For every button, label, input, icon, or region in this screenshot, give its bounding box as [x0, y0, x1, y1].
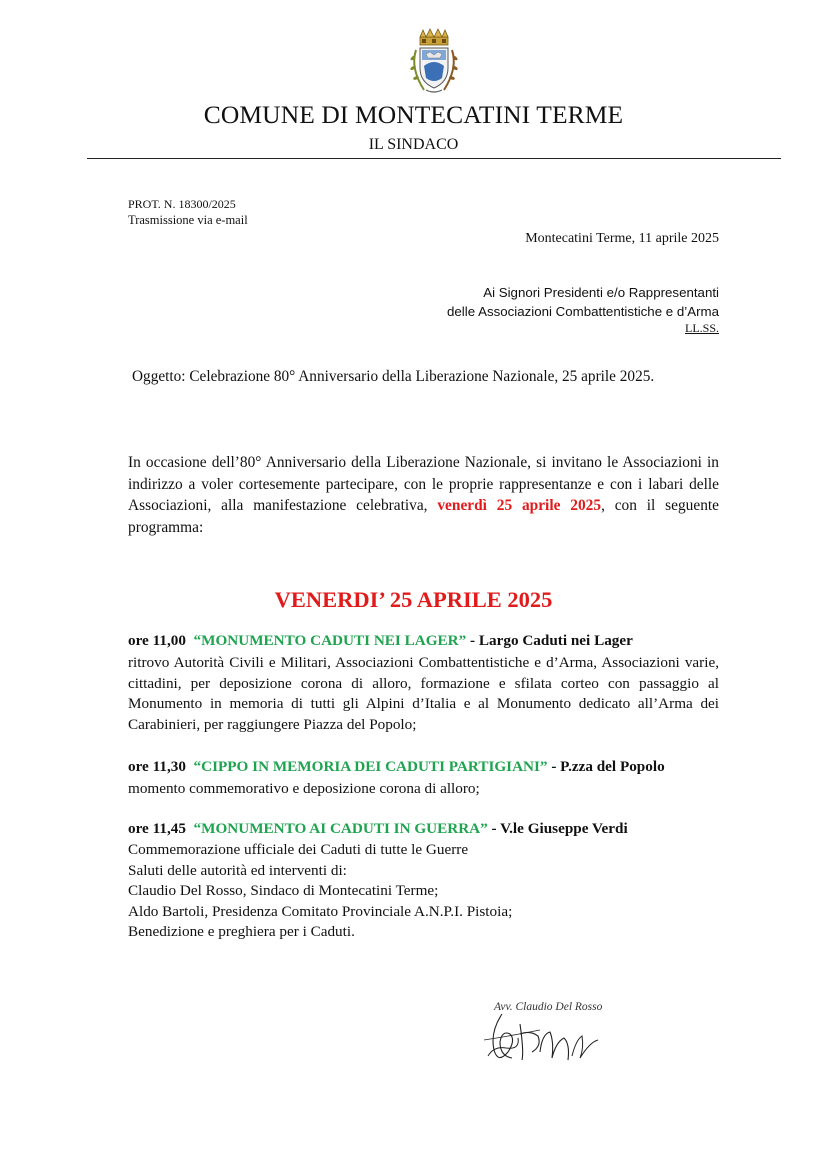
subject-line: Oggetto: Celebrazione 80° Anniversario della Liberazione Nazionale, 25 aprile 2025.: [132, 368, 655, 385]
recipient-line-1: Ai Signori Presidenti e/o Rappresentanti: [483, 285, 719, 300]
event-location: - P.zza del Popolo: [547, 758, 665, 775]
event-line: Saluti delle autorità ed interventi di:: [128, 861, 347, 879]
event-header: [128, 820, 628, 838]
office-subtitle: IL SINDACO: [368, 136, 459, 153]
municipal-crest-icon: [404, 28, 464, 96]
recipient-line-2: delle Associazioni Combattentistiche e d’Arma: [447, 304, 719, 319]
recipient-abbreviation: LL.SS.: [684, 321, 719, 335]
intro-text: In occasione dell’80° Anniversario della Liberazione Nazionale, si invitano le Associazioni in indirizzo a voler cortesemente partecipare, con le proprie rappresentanze e con i labari delle Associazioni, alla manifestazione celebrativa,: [128, 454, 719, 514]
event-time: ore 11,45: [128, 820, 186, 837]
event-location: - V.le Giuseppe Verdi: [487, 820, 628, 837]
date-highlight: venerdì 25 aprile 2025: [437, 497, 602, 514]
event-header: [128, 632, 633, 650]
intro-paragraph: [128, 452, 719, 538]
municipality-title: COMUNE DI MONTECATINI TERME: [203, 100, 624, 129]
header-divider: [87, 158, 781, 159]
event-monument: “CIPPO IN MEMORIA DEI CADUTI PARTIGIANI”: [193, 758, 548, 775]
place-date: Montecatini Terme, 11 aprile 2025: [525, 231, 719, 246]
handwritten-signature: [480, 1012, 610, 1067]
transmission-note: Trasmissione via e-mail: [128, 213, 248, 227]
event-line: Commemorazione ufficiale dei Caduti di tutte le Guerre: [128, 841, 469, 858]
event-description: ritrovo Autorità Civili e Militari, Associazioni Combattentistiche e d’Arma, Associazioni varie, cittadini, per deposizione corona di alloro, formazione e sfilata corteo con passaggio al Monumento in memoria di tutti gli Alpini d’Italia e al Monumento dedicato all’Arma dei Carabinieri, per raggiungere Piazza del Popolo;: [128, 654, 719, 733]
signer-name: Avv. Claudio Del Rosso: [494, 1001, 603, 1013]
event-time: ore 11,30: [128, 758, 186, 775]
event-line: Aldo Bartoli, Presidenza Comitato Provinciale A.N.P.I. Pistoia;: [128, 902, 513, 920]
protocol-number: PROT. N. 18300/2025: [128, 197, 236, 211]
intro-tail: , con il seguente programma:: [128, 497, 719, 536]
event-monument: “MONUMENTO CADUTI NEI LAGER”: [193, 632, 467, 649]
event-line: Benedizione e preghiera per i Caduti.: [128, 923, 355, 940]
event-header: [128, 758, 665, 776]
event-description: [128, 840, 719, 943]
event-monument: “MONUMENTO AI CADUTI IN GUERRA”: [193, 820, 488, 837]
program-heading: VENERDI’ 25 APRILE 2025: [274, 587, 553, 612]
event-description: momento commemorativo e deposizione corona di alloro;: [128, 780, 480, 797]
event-location: - Largo Caduti nei Lager: [466, 632, 633, 649]
event-time: ore 11,00: [128, 632, 186, 649]
event-line: Claudio Del Rosso, Sindaco di Montecatini Terme;: [128, 882, 439, 899]
